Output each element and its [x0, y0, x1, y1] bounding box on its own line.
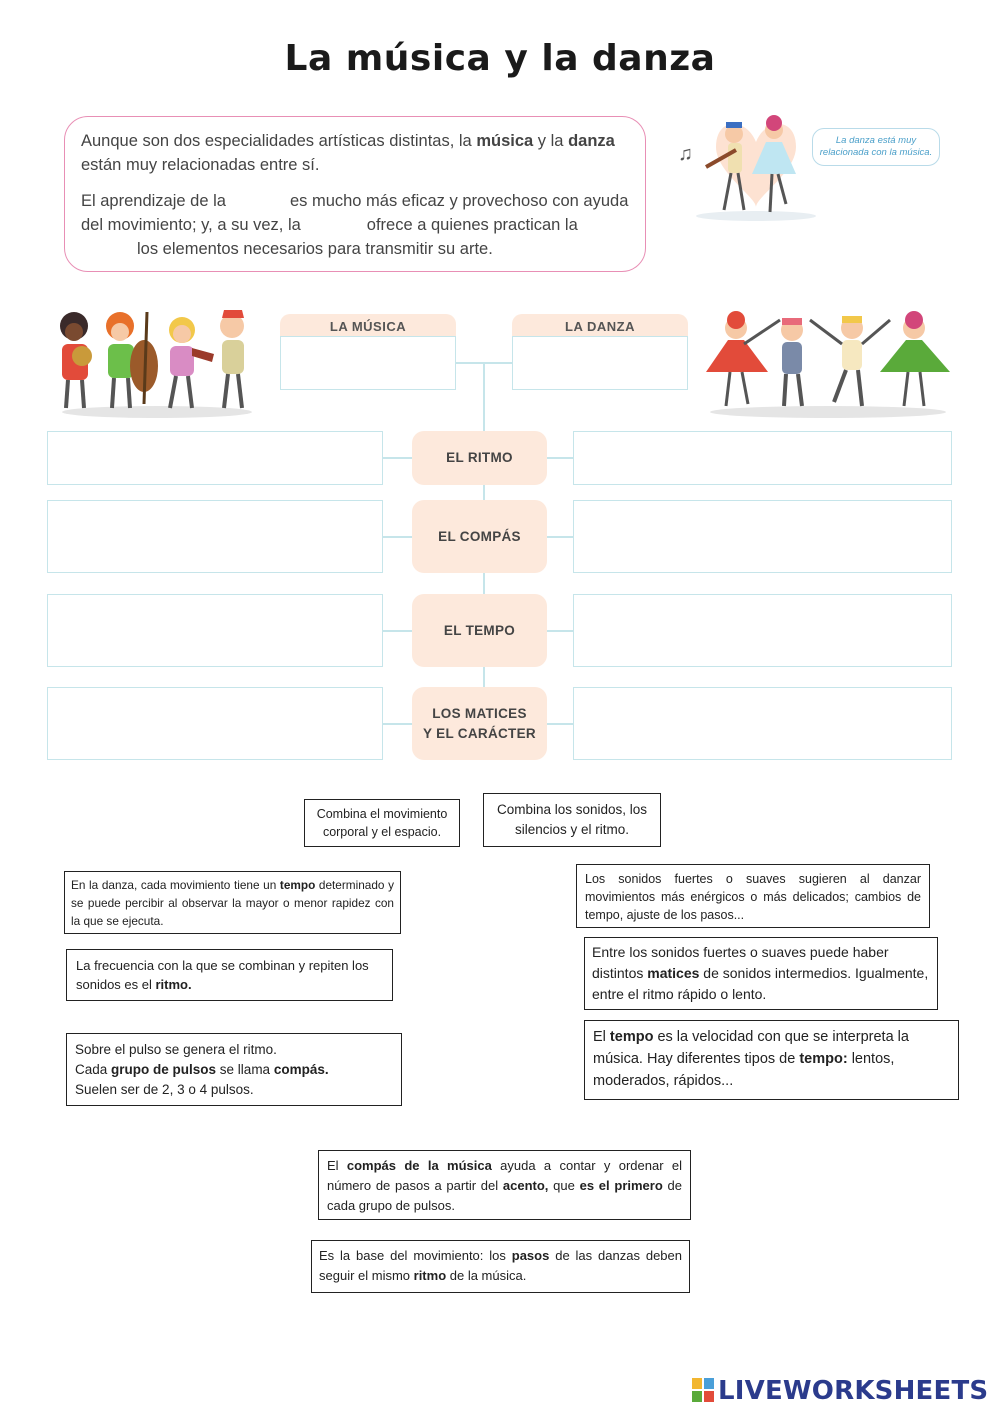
card-bold-text: tempo [279, 878, 316, 892]
intro-text: están muy relacionadas entre sí. [81, 156, 320, 174]
intro-bold-musica: música [476, 132, 534, 150]
card-bold-text: pasos [511, 1248, 550, 1263]
answer-card[interactable] [584, 937, 938, 1010]
card-text: determinado y se puede percibir al observar la mayor o menor rapidez con la que se ejecuta. [71, 878, 394, 928]
card-text: es la velocidad con que se interpreta la música. Hay diferentes tipos de [593, 1029, 909, 1067]
card-text: El [327, 1158, 347, 1173]
intro-text: Aunque son dos especialidades artísticas distintas, la [81, 132, 477, 150]
row-label-text: EL RITMO [446, 450, 513, 465]
matices-music-answer-box[interactable] [47, 687, 383, 760]
card-bold-text: ritmo [413, 1268, 447, 1283]
card-text: El [593, 1029, 610, 1045]
card-bold-text: acento, [502, 1178, 549, 1193]
row-label-text: EL TEMPO [443, 622, 516, 638]
card-bold-text: matices [647, 965, 700, 981]
card-bold-text: compás. [273, 1062, 329, 1077]
tempo-dance-answer-box[interactable] [573, 594, 952, 667]
card-bold-text: es el primero [579, 1178, 663, 1193]
row-label-matices [412, 687, 547, 760]
row-label-text: Y EL CARÁCTER [423, 725, 536, 741]
row-label-ritmo [412, 431, 547, 485]
card-text: Entre los sonidos fuertes o suaves puede haber distintos [592, 944, 889, 981]
answer-card[interactable] [318, 1150, 691, 1220]
column-header-dance: LA DANZA [512, 314, 688, 338]
card-bold-text: grupo de pulsos [111, 1062, 217, 1077]
intro-paragraph-1 [81, 129, 629, 177]
card-text: Suelen ser de 2, 3 o 4 pulsos. [75, 1082, 254, 1097]
card-text: lentos, moderados, rápidos... [593, 1051, 895, 1089]
ritmo-dance-answer-box[interactable] [573, 431, 952, 485]
music-answer-box[interactable] [280, 336, 456, 390]
card-line [75, 1060, 393, 1080]
answer-card[interactable] [64, 871, 401, 934]
card-text: Es la base del movimiento: los [319, 1248, 512, 1263]
card-bold-text: tempo [609, 1029, 654, 1045]
row-label-text: EL COMPÁS [438, 528, 521, 544]
card-text: Sobre el pulso se genera el ritmo. [75, 1042, 277, 1057]
card-text: de la música. [446, 1268, 527, 1283]
card-text: se llama [216, 1062, 274, 1077]
card-text: ayuda a contar y ordenar el número de pasos a partir del [327, 1158, 682, 1193]
compas-music-answer-box[interactable] [47, 500, 383, 573]
intro-bold-danza: danza [568, 132, 615, 150]
intro-paragraph-2 [81, 189, 629, 261]
matices-dance-answer-box[interactable] [573, 687, 952, 760]
intro-text: los elementos necesarios para transmitir su arte. [137, 240, 493, 258]
row-label-compas [412, 500, 547, 573]
column-header-music: LA MÚSICA [280, 314, 456, 338]
card-text: Cada [75, 1062, 112, 1077]
ritmo-music-answer-box[interactable] [47, 431, 383, 485]
card-text: La frecuencia con la que se combinan y repiten los sonidos es el [76, 958, 369, 992]
answer-card[interactable] [584, 1020, 959, 1100]
music-dance-couple-illustration [676, 112, 836, 224]
answer-card[interactable] [311, 1240, 690, 1293]
compas-dance-answer-box[interactable] [573, 500, 952, 573]
tempo-music-answer-box[interactable] [47, 594, 383, 667]
answer-card[interactable] [66, 949, 393, 1001]
intro-text: ofrece a quienes practican la [366, 216, 578, 234]
answer-card[interactable]: Los sonidos fuertes o suaves sugieren al danzar movimientos más enérgicos o más delicados; cambios de tempo, ajuste de los pasos... [576, 864, 930, 928]
dance-answer-box[interactable] [512, 336, 688, 390]
intro-text: es mucho más eficaz y provechoso con ayuda del movimiento; y, a su vez, la [81, 192, 629, 234]
liveworksheets-logo-icon [692, 1378, 714, 1402]
answer-card[interactable]: Combina los sonidos, los silencios y el ritmo. [483, 793, 661, 847]
intro-text: y la [533, 132, 569, 150]
liveworksheets-logo: LIVEWORKSHEETS [718, 1376, 989, 1406]
page-title: La música y la danza [284, 38, 716, 79]
card-text: de sonidos intermedios. Igualmente, entre el ritmo rápido o lento. [592, 965, 929, 1002]
card-bold-text: tempo: [799, 1051, 848, 1067]
svg-text:♫: ♫ [678, 143, 693, 165]
row-label-text: LOS MATICES [432, 705, 527, 721]
card-bold-text: compás de la música [346, 1158, 492, 1173]
answer-card[interactable] [66, 1033, 402, 1106]
card-text: En la danza, cada movimiento tiene un [71, 878, 280, 892]
intro-text: El aprendizaje de la [81, 192, 226, 210]
card-bold-text: ritmo. [155, 977, 192, 992]
musicians-illustration [52, 304, 262, 420]
row-label-tempo [412, 594, 547, 667]
card-text: de cada grupo de pulsos. [327, 1178, 682, 1213]
answer-card[interactable]: Combina el movimiento corporal y el espacio. [304, 799, 460, 847]
card-text: de las danzas deben seguir el mismo [319, 1248, 682, 1283]
card-text: que [548, 1178, 580, 1193]
speech-bubble: La danza está muy relacionada con la música. [812, 128, 940, 166]
intro-box [64, 116, 646, 272]
dancers-illustration [700, 306, 956, 420]
